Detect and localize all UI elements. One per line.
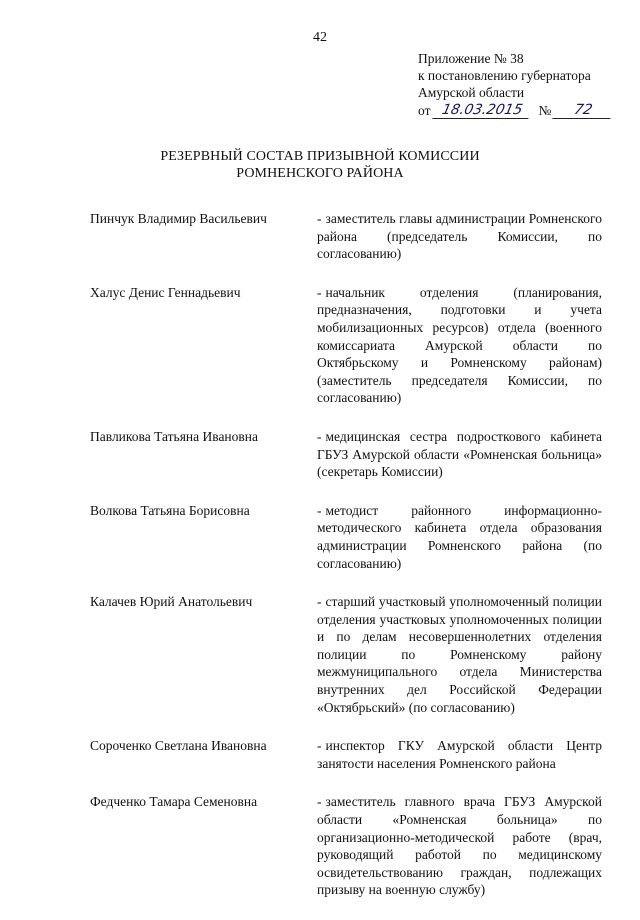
member-role: - инспектор ГКУ Амурской области Центр занятости населения Ромненского района <box>317 738 602 771</box>
document-title <box>0 148 640 182</box>
member-name: Волкова Татьяна Борисовна <box>90 502 250 518</box>
member-row <box>90 737 602 772</box>
member-row <box>90 793 602 899</box>
member-role: - начальник отделения (планирования, предназначения, подготовки и учета мобилизационных ресурсов) отдела (военного комиссариата Амурской области по Октябрьскому и Ромненскому районам) (заместитель председателя Комиссии, по согласованию) <box>317 284 602 406</box>
member-name: Халус Денис Геннадьевич <box>90 284 241 300</box>
member-name: Сороченко Светлана Ивановна <box>90 738 267 754</box>
member-name: Калачев Юрий Анатольевич <box>90 594 253 610</box>
number-prefix: № <box>538 103 552 118</box>
member-name: Павликова Татьяна Ивановна <box>90 428 258 444</box>
member-role: - заместитель главного врача ГБУЗ Амурской области «Ромненская больница» по организационно-методической работе (врач, руководящий работой по медицинскому освидетельствованию граждан, подлежащих призыву на военную службу) <box>317 794 602 898</box>
title-line-1: РЕЗЕРВНЫЙ СОСТАВ ПРИЗЫВНОЙ КОМИССИИ <box>160 149 480 164</box>
member-role: - медицинская сестра подросткового кабинета ГБУЗ Амурской области «Ромненская больница» (секретарь Комиссии) <box>317 428 602 480</box>
annex-header <box>418 50 618 119</box>
member-role: - методист районного информационно-методического кабинета отдела образования администрации Ромненского района (по согласованию) <box>317 502 602 571</box>
member-role-text: инспектор ГКУ Амурской области Центр занятости населения Ромненского района <box>317 738 602 771</box>
handwritten-number: 72 <box>553 103 614 119</box>
member-role-text: заместитель главы администрации Ромненского района (председатель Комиссии, по согласованию) <box>317 211 602 262</box>
member-role: - заместитель главы администрации Ромненского района (председатель Комиссии, по согласованию) <box>317 211 602 262</box>
member-list <box>90 210 602 920</box>
date-prefix: от <box>418 103 431 118</box>
member-row <box>90 593 602 716</box>
annex-date-row <box>418 102 618 119</box>
member-row <box>90 502 602 572</box>
member-row <box>90 284 602 407</box>
annex-region: Амурской области <box>418 85 525 100</box>
title-line-2: РОМНЕНСКОГО РАЙОНА <box>236 166 404 181</box>
member-role-text: заместитель главного врача ГБУЗ Амурской области «Ромненская больница» по организационно-методической работе (врач, руководящий работой по медицинскому освидетельствованию граждан, подлежащих призыву на военную службу) <box>317 794 602 898</box>
member-role-text: методист районного информационно-методического кабинета отдела образования администрации Ромненского района (по согласованию) <box>317 502 602 571</box>
member-name: Пинчук Владимир Васильевич <box>90 211 267 226</box>
member-name: Федченко Тамара Семеновна <box>90 794 258 810</box>
member-role: - старший участковый уполномоченный полиции отделения участковых уполномоченных полиции и по делам несовершеннолетних отделения полиции по Ромненскому району межмуниципального отдела Министерства внутренних дел Российской Федерации «Октябрьский» (по согласованию) <box>317 594 602 715</box>
annex-title: Приложение № 38 <box>418 51 524 66</box>
member-row <box>90 210 602 263</box>
annex-decree: к постановлению губернатора <box>418 68 591 83</box>
member-role-text: старший участковый уполномоченный полиции отделения участковых уполномоченных полиции и по делам несовершеннолетних отделения полиции по Ромненскому району межмуниципального отдела Министерства внутренних дел Российской Федерации «Октябрьский» (по согласованию) <box>317 594 602 715</box>
member-row <box>90 428 602 481</box>
page-number: 42 <box>313 30 327 45</box>
member-role-text: начальник отделения (планирования, предназначения, подготовки и учета мобилизационных ресурсов) отдела (военного комиссариата Амурской области по Октябрьскому и Ромненскому районам) (заместитель председателя Комиссии, по согласованию) <box>317 284 602 406</box>
handwritten-date: 18.03.2015 <box>433 103 532 119</box>
member-role-text: медицинская сестра подросткового кабинета ГБУЗ Амурской области «Ромненская больница» (секретарь Комиссии) <box>317 428 602 480</box>
